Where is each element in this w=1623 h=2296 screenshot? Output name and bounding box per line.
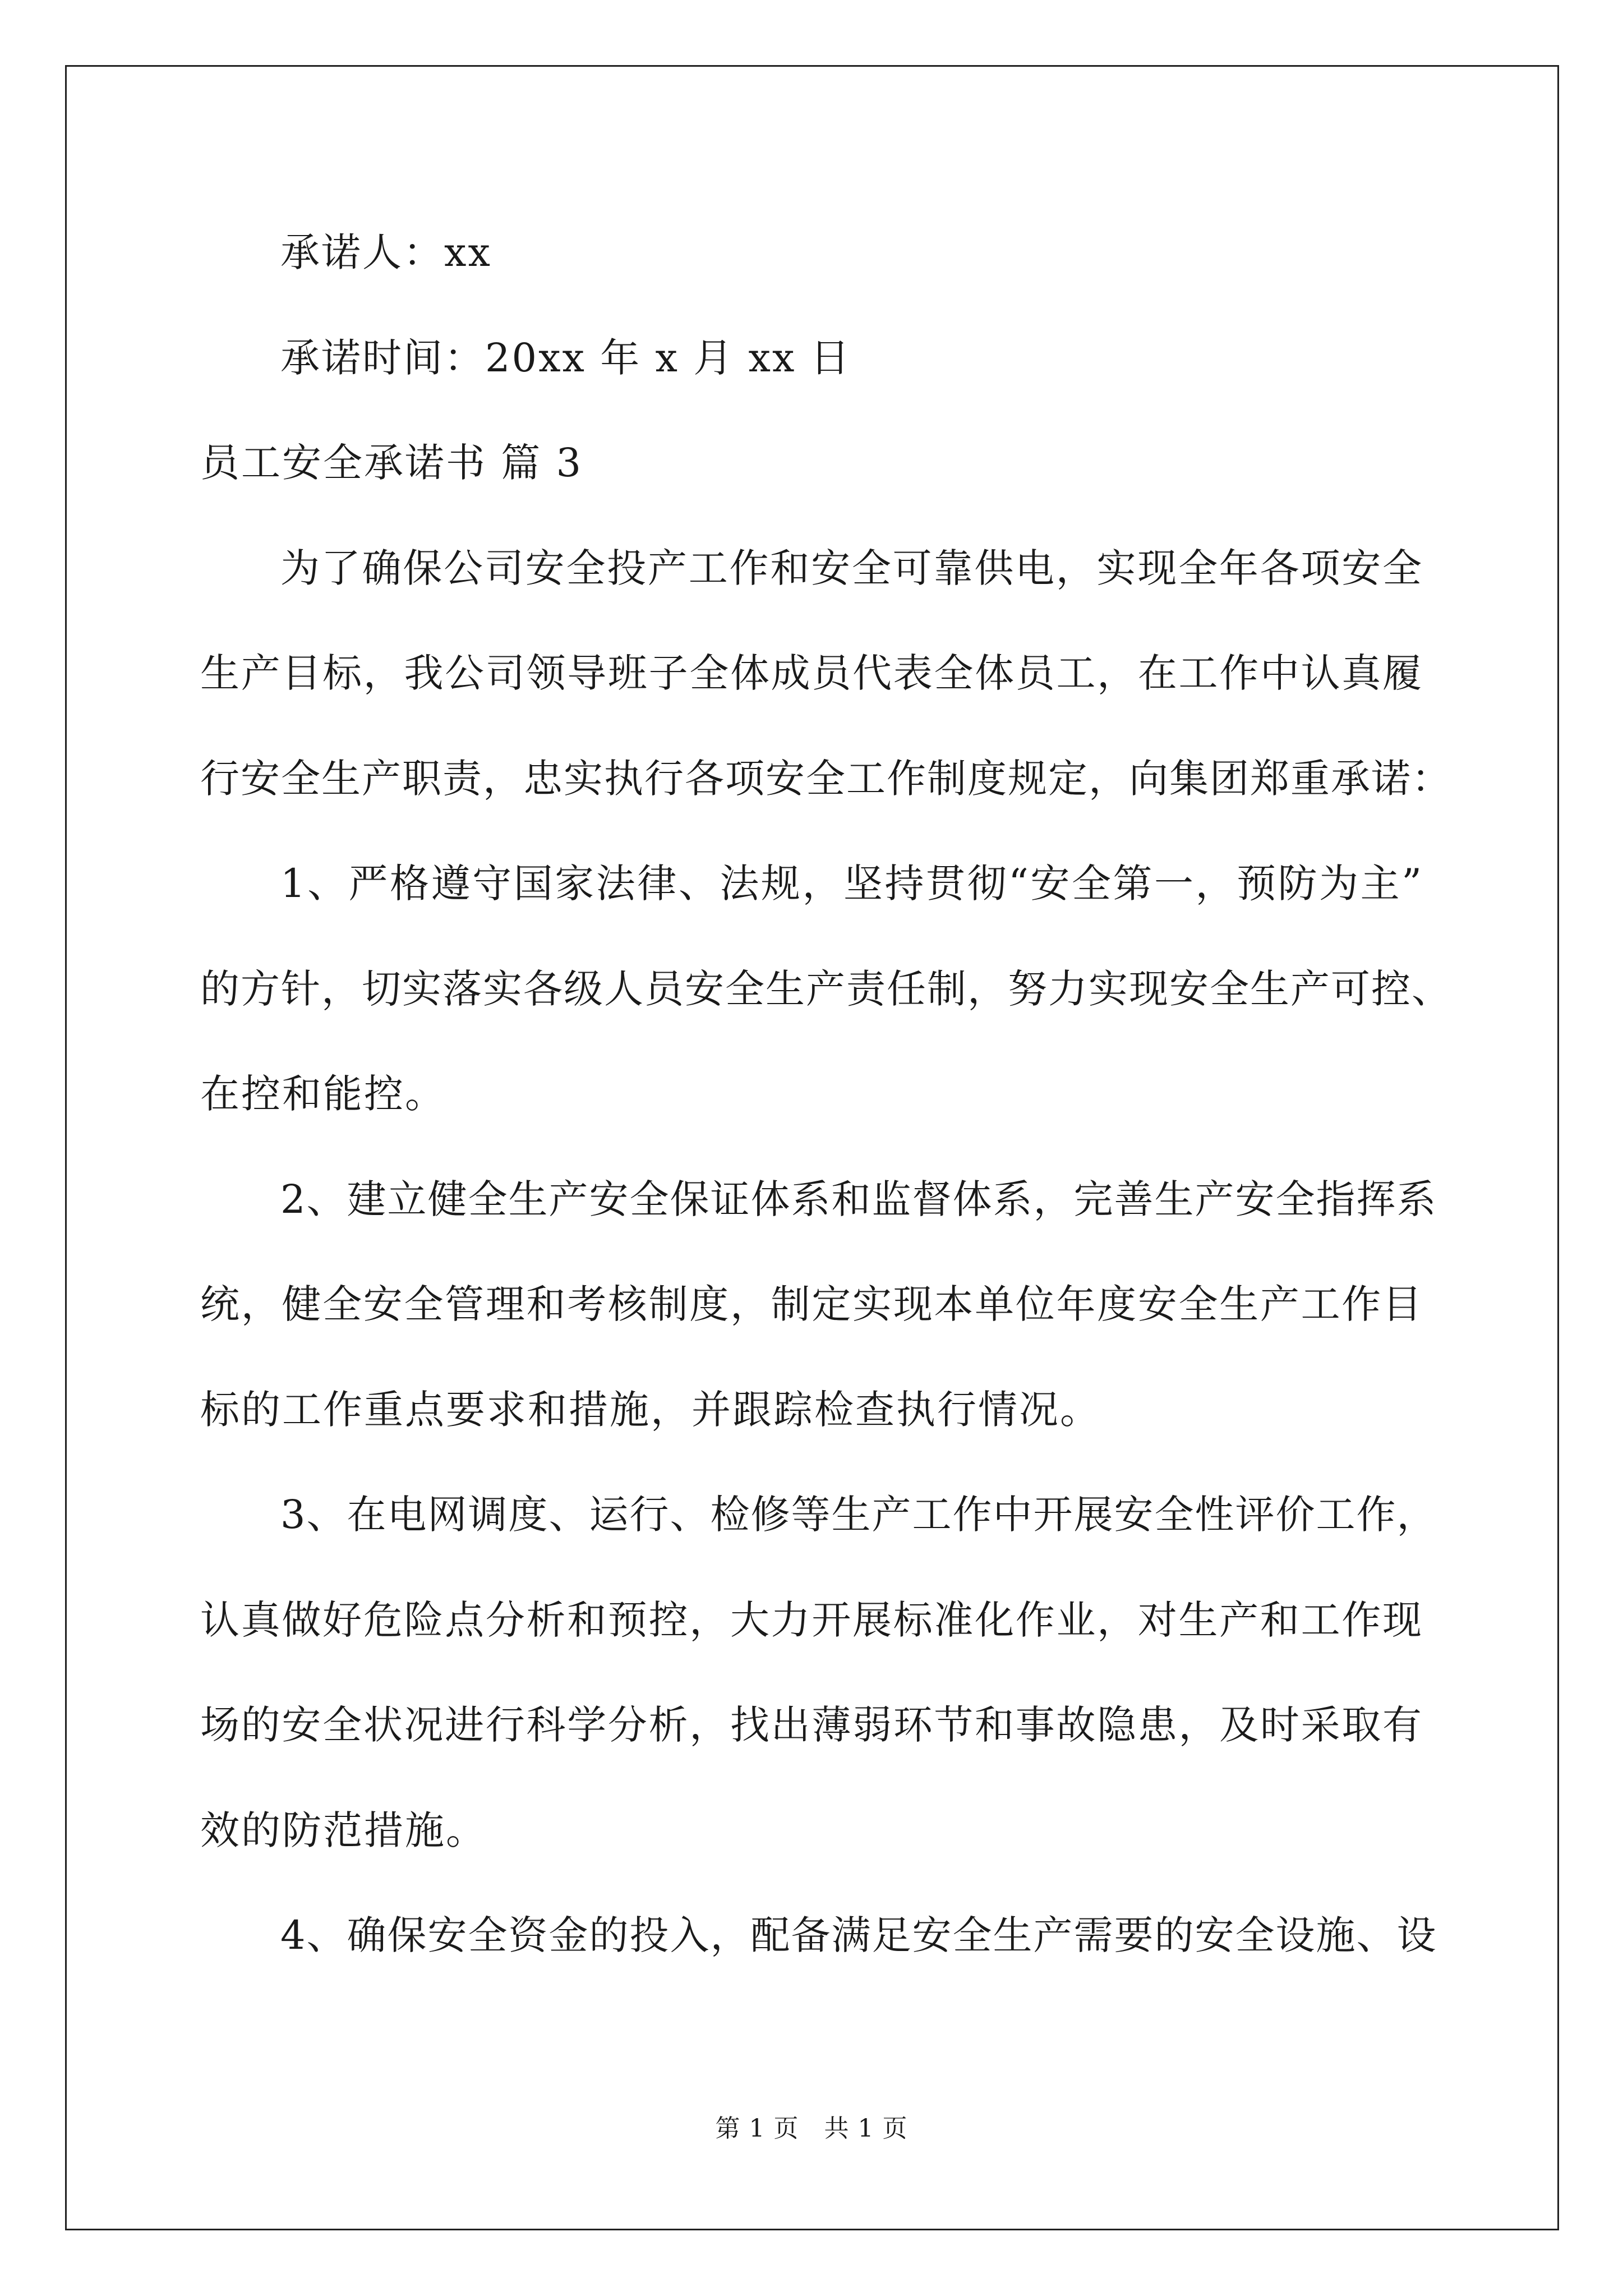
item-3-line-1: 3、在电网调度、运行、检修等生产工作中开展安全性评价工作， bbox=[280, 1492, 1437, 1538]
promise-date-line: 承诺时间：20xx 年 x 月 xx 日 bbox=[280, 335, 851, 381]
item-1-line-1: 1、严格遵守国家法律、法规，坚持贯彻“安全第一，预防为主” bbox=[280, 861, 1423, 907]
page-footer: 第 1 页 共 1 页 bbox=[715, 2114, 908, 2143]
item-3-line-2: 认真做好危险点分析和预控，大力开展标准化作业，对生产和工作现 bbox=[200, 1597, 1423, 1643]
item-1-line-3: 在控和能控。 bbox=[200, 1071, 446, 1117]
paragraph-intro-line-3: 行安全生产职责，忠实执行各项安全工作制度规定，向集团郑重承诺： bbox=[200, 756, 1452, 802]
item-1-line-2: 的方针，切实落实各级人员安全生产责任制，努力实现安全生产可控、 bbox=[200, 966, 1452, 1012]
item-2-line-2: 统，健全安全管理和考核制度，制定实现本单位年度安全生产工作目 bbox=[200, 1281, 1423, 1327]
item-3-line-3: 场的安全状况进行科学分析，找出薄弱环节和事故隐患，及时采取有 bbox=[200, 1702, 1423, 1748]
paragraph-intro-line-2: 生产目标，我公司领导班子全体成员代表全体员工，在工作中认真履 bbox=[200, 650, 1423, 696]
item-4-line-1: 4、确保安全资金的投入，配备满足安全生产需要的安全设施、设 bbox=[280, 1912, 1437, 1958]
paragraph-intro-line-1: 为了确保公司安全投产工作和安全可靠供电，实现全年各项安全 bbox=[280, 545, 1423, 591]
item-3-line-4: 效的防范措施。 bbox=[200, 1807, 487, 1853]
item-2-line-3: 标的工作重点要求和措施，并跟踪检查执行情况。 bbox=[200, 1387, 1101, 1433]
item-2-line-1: 2、建立健全生产安全保证体系和监督体系，完善生产安全指挥系 bbox=[280, 1176, 1437, 1222]
page-border bbox=[65, 65, 1559, 2230]
promisor-line: 承诺人：xx bbox=[280, 229, 492, 275]
section-heading: 员工安全承诺书 篇 3 bbox=[200, 440, 583, 486]
